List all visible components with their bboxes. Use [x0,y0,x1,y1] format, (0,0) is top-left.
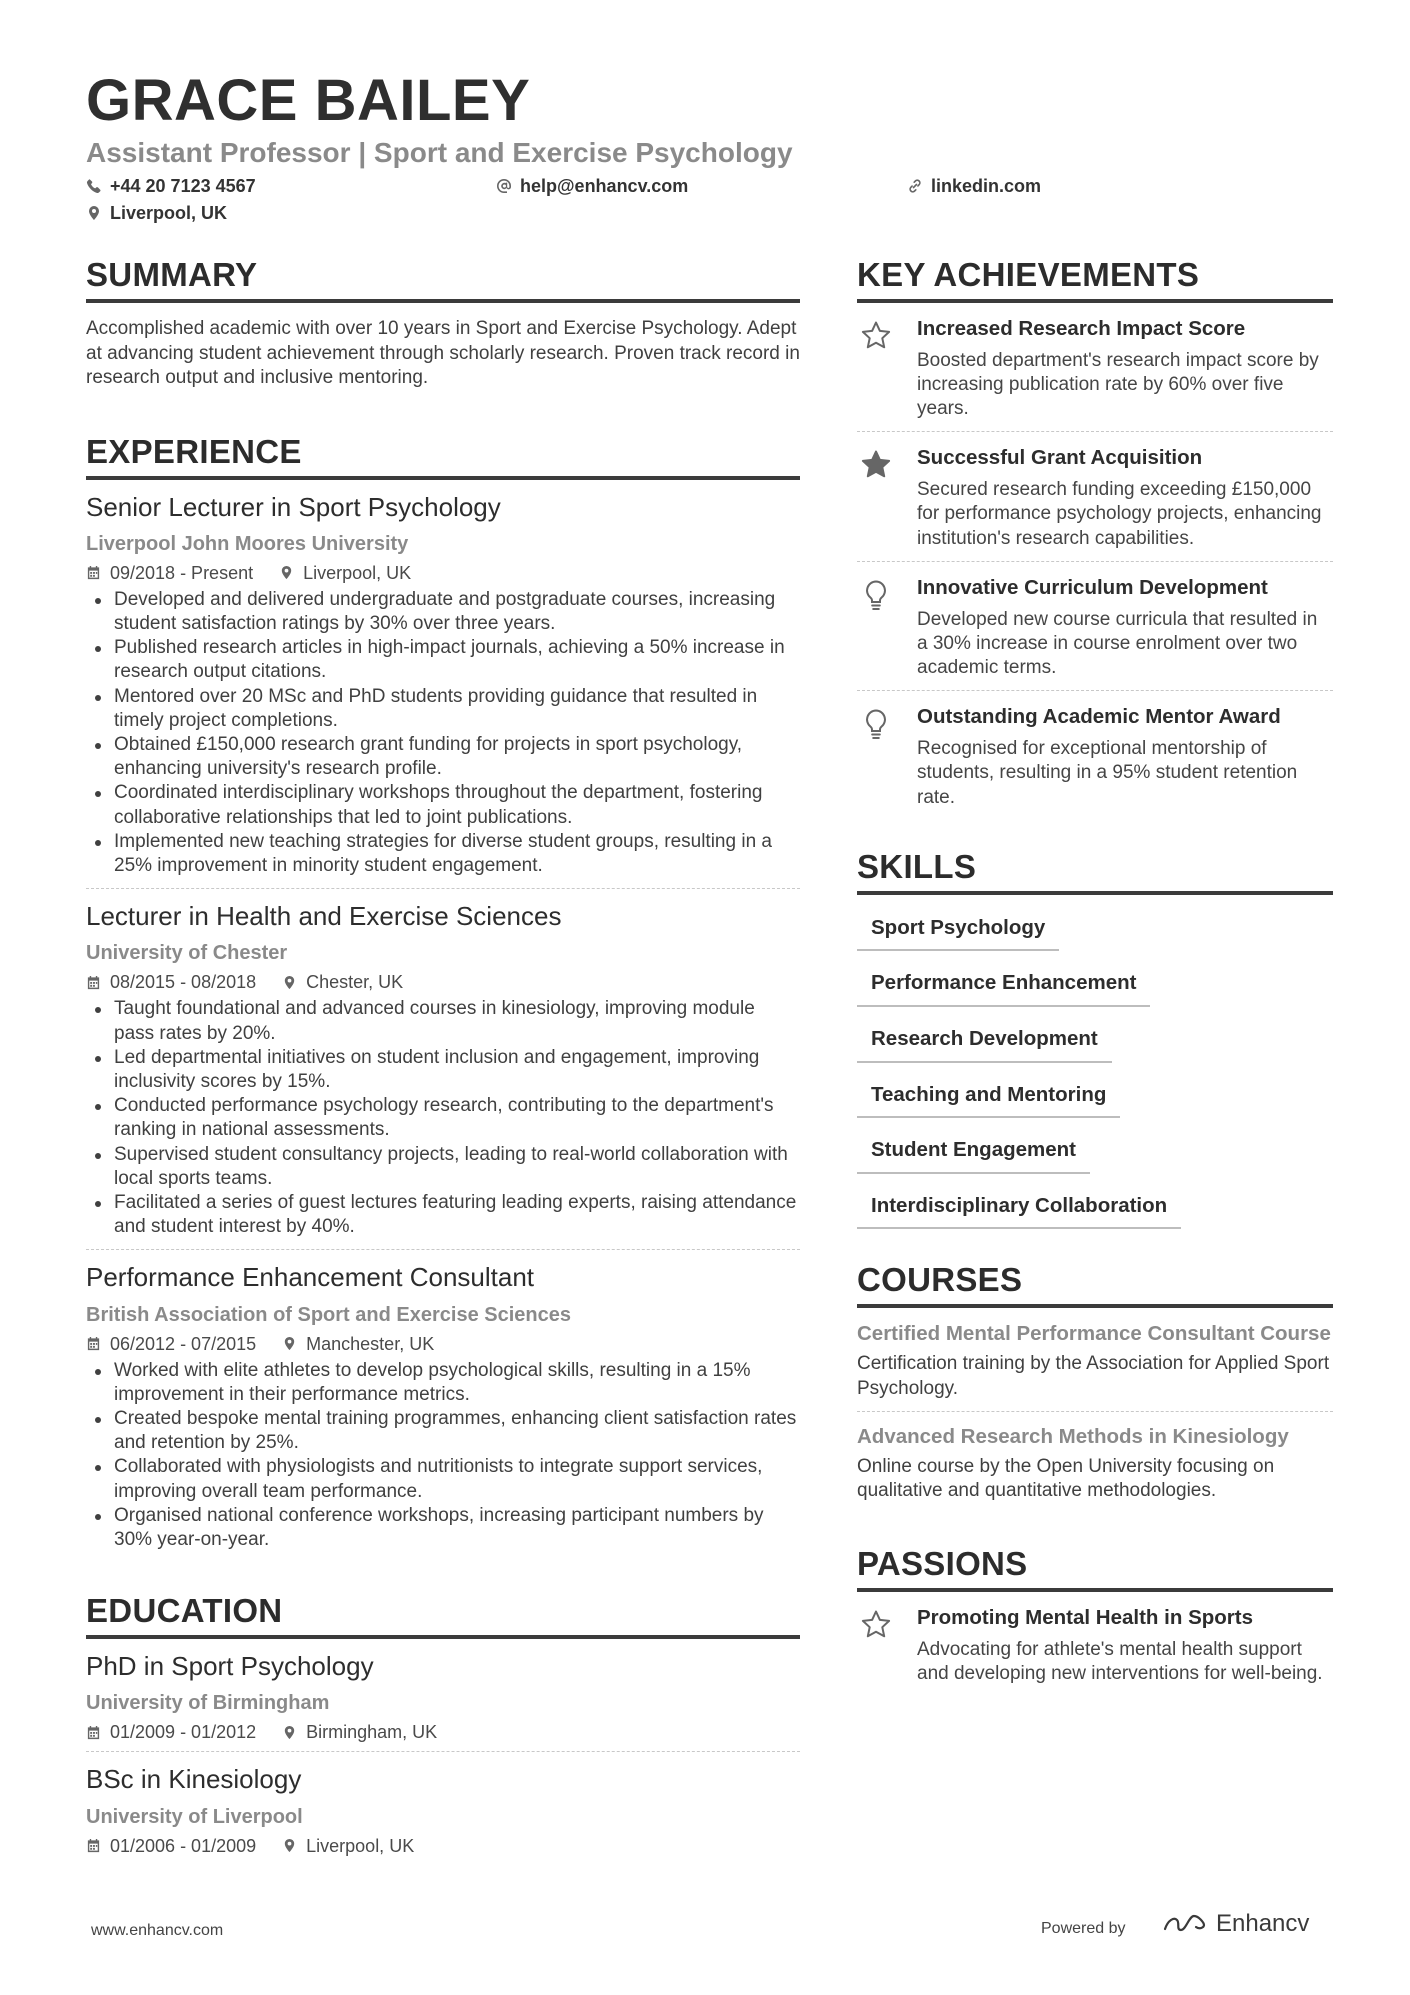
job-bullet: Worked with elite athletes to develop psychological skills, resulting in a 15% improvement in their performance metrics. [86,1359,800,1407]
job-bullet: Obtained £150,000 research grant funding for projects in sport psychology, enhancing university's research profile. [86,733,800,781]
location-pin-icon [282,1725,297,1740]
course-item [857,1321,1333,1401]
achievement-item [857,691,1333,819]
skills-heading: SKILLS [857,850,1333,895]
contact-phone [86,177,256,195]
education-meta [86,1723,800,1741]
job-dates [86,564,253,582]
education-location [282,1837,414,1855]
summary-heading: SUMMARY [86,258,800,303]
calendar-icon [86,975,101,990]
left-column [86,258,800,1855]
achievement-item [857,562,1333,690]
enhancv-logo[interactable] [1162,1910,1309,1938]
skill-tag: Teaching and Mentoring [857,1076,1120,1119]
experience-entry [86,1262,800,1552]
contact-email[interactable] [496,177,688,195]
calendar-icon [86,1336,101,1351]
education-location-text: Birmingham, UK [306,1722,438,1743]
enhancv-logo-icon [1162,1911,1208,1937]
job-meta [86,1335,800,1353]
job-bullet: Conducted performance psychology research, contributing to the department's ranking in national assessments. [86,1094,800,1142]
skills-section [857,847,1333,1229]
achievement-title: Outstanding Academic Mentor Award [917,705,1281,729]
degree-title: BSc in Kinesiology [86,1764,302,1795]
job-location [282,973,403,991]
achievement-desc: Developed new course curricula that resulted in a 30% increase in course enrolment over two academic terms. [917,608,1318,679]
location-text: Liverpool, UK [110,203,228,223]
education-dates-text: 01/2006 - 01/2009 [110,1835,257,1856]
school-name: University of Liverpool [86,1805,303,1828]
experience-section [86,432,800,1553]
job-bullet: Coordinated interdisciplinary workshops throughout the department, fostering collaborative relationships that led to joint publications. [86,781,800,829]
job-bullet: Implemented new teaching strategies for diverse student groups, resulting in a 25% improvement in minority student engagement. [86,830,800,878]
job-bullet: Published research articles in high-impact journals, achieving a 50% increase in research output citations. [86,636,800,684]
achievement-title: Increased Research Impact Score [917,317,1246,340]
skill-tag: Student Engagement [857,1131,1090,1174]
entry-divider [857,1411,1333,1412]
job-bullet: Collaborated with physiologists and nutritionists to integrate support services, improving overall team performance. [86,1455,800,1503]
achievement-title: Innovative Curriculum Development [917,575,1268,599]
passion-title: Promoting Mental Health in Sports [917,1606,1253,1630]
course-title: Certified Mental Performance Consultant Course [857,1322,1331,1346]
skill-tag: Interdisciplinary Collaboration [857,1187,1181,1230]
passion-item [857,1592,1333,1696]
education-location-text: Liverpool, UK [306,1835,415,1856]
experience-heading: EXPERIENCE [86,435,800,480]
job-bullet: Mentored over 20 MSc and PhD students providing guidance that resulted in timely project completions. [86,685,800,733]
achievement-desc: Secured research funding exceeding £150,000 for performance psychology projects, enhancing institution's research capabilities. [917,479,1322,549]
job-title: Senior Lecturer in Sport Psychology [86,491,501,522]
skill-tag: Research Development [857,1020,1112,1063]
job-location-text: Chester, UK [306,972,404,993]
education-heading: EDUCATION [86,1594,800,1639]
calendar-icon [86,1838,101,1853]
passions-section [857,1547,1333,1696]
contact-location [86,204,227,222]
calendar-icon [86,1725,101,1740]
job-bullet: Taught foundational and advanced courses in kinesiology, improving module pass rates by 20%. [86,997,800,1045]
job-bullets [86,997,800,1239]
footer-website[interactable]: www.enhancv.com [91,1922,224,1939]
achievements-section [857,258,1333,820]
course-title: Advanced Research Methods in Kinesiology [857,1424,1289,1448]
skills-list [857,909,1333,1229]
job-bullet: Developed and delivered undergraduate and postgraduate courses, increasing student satisfaction ratings by 30% over three years. [86,588,800,636]
course-desc: Certification training by the Association for Applied Sport Psychology. [857,1353,1330,1399]
education-location [282,1723,437,1741]
job-bullet: Organised national conference workshops, increasing participant numbers by 30% year-on-year. [86,1504,800,1552]
location-pin-icon [282,1838,297,1853]
achievement-item [857,303,1333,431]
phone-icon [86,178,102,194]
job-dates [86,973,256,991]
education-dates-text: 01/2009 - 01/2012 [110,1722,257,1743]
achievements-heading: KEY ACHIEVEMENTS [857,258,1333,303]
location-pin-icon [86,205,102,221]
candidate-name: GRACE BAILEY [86,68,531,133]
skill-tag: Performance Enhancement [857,964,1150,1007]
achievement-item [857,432,1333,560]
experience-entry [86,492,800,890]
job-meta [86,564,800,582]
phone-text: +44 20 7123 4567 [110,176,256,196]
job-dates-text: 08/2015 - 08/2018 [110,972,257,993]
job-location [279,564,411,582]
course-item [857,1424,1333,1504]
job-bullets [86,588,800,878]
link-icon [907,178,923,194]
job-dates-text: 06/2012 - 07/2015 [110,1333,257,1354]
email-text: help@enhancv.com [520,176,689,196]
company-name: British Association of Sport and Exercise Sciences [86,1303,571,1326]
education-dates [86,1837,256,1855]
entry-divider [86,1249,800,1250]
enhancv-logo-text: Enhancv [1216,1910,1310,1937]
job-location [282,1335,434,1353]
location-pin-icon [279,565,294,580]
job-dates [86,1335,256,1353]
job-bullets [86,1359,800,1553]
education-meta [86,1837,800,1855]
passions-heading: PASSIONS [857,1547,1333,1592]
summary-section [86,258,800,391]
job-location-text: Liverpool, UK [303,562,412,583]
job-title: Lecturer in Health and Exercise Sciences [86,901,562,932]
company-name: University of Chester [86,942,288,965]
location-pin-icon [282,1336,297,1351]
experience-entry [86,901,800,1250]
job-dates-text: 09/2018 - Present [110,562,254,583]
achievement-desc: Boosted department's research impact score by increasing publication rate by 60% over five years. [917,349,1319,420]
skill-tag: Sport Psychology [857,909,1059,952]
lightbulb-icon [857,576,895,680]
summary-text: Accomplished academic with over 10 years in Sport and Exercise Psychology. Adept at advancing student achievement through scholarly research. Proven track record in research output and inclusive mentoring. [86,318,800,388]
job-bullet: Facilitated a series of guest lectures featuring leading experts, raising attendance and student interest by 40%. [86,1191,800,1239]
lightbulb-icon [857,705,895,809]
course-desc: Online course by the Open University focusing on qualitative and quantitative methodologies. [857,1455,1275,1502]
job-bullet: Created bespoke mental training programmes, enhancing client satisfaction rates and retention by 25%. [86,1407,800,1455]
education-entry [86,1764,800,1854]
courses-section [857,1263,1333,1503]
footer-powered-by: Powered by [1041,1920,1126,1937]
courses-heading: COURSES [857,1263,1333,1308]
school-name: University of Birmingham [86,1692,330,1715]
education-entry [86,1651,800,1752]
education-dates [86,1723,256,1741]
at-sign-icon [496,178,512,194]
degree-title: PhD in Sport Psychology [86,1651,374,1682]
job-meta [86,973,800,991]
location-pin-icon [282,975,297,990]
job-bullet: Led departmental initiatives on student inclusion and engagement, improving inclusivity scores by 15%. [86,1046,800,1094]
company-name: Liverpool John Moores University [86,532,409,555]
star-filled-icon [857,446,895,550]
education-section [86,1594,800,1854]
entry-divider [86,888,800,889]
star-outline-icon [857,1606,895,1686]
job-location-text: Manchester, UK [306,1333,435,1354]
entry-divider [86,1751,800,1752]
candidate-headline: Assistant Professor | Sport and Exercise Psychology [86,137,793,168]
linkedin-text: linkedin.com [931,176,1042,196]
achievement-title: Successful Grant Acquisition [917,446,1203,470]
job-bullet: Supervised student consultancy projects, leading to real-world collaboration with local sports teams. [86,1143,800,1191]
calendar-icon [86,565,101,580]
job-title: Performance Enhancement Consultant [86,1262,535,1293]
star-outline-icon [857,317,895,421]
passion-desc: Advocating for athlete's mental health support and developing new interventions for well-being. [917,1639,1323,1685]
right-column [857,258,1333,1697]
contact-linkedin[interactable] [907,177,1041,195]
achievement-desc: Recognised for exceptional mentorship of students, resulting in a 95% student retention rate. [917,738,1298,808]
